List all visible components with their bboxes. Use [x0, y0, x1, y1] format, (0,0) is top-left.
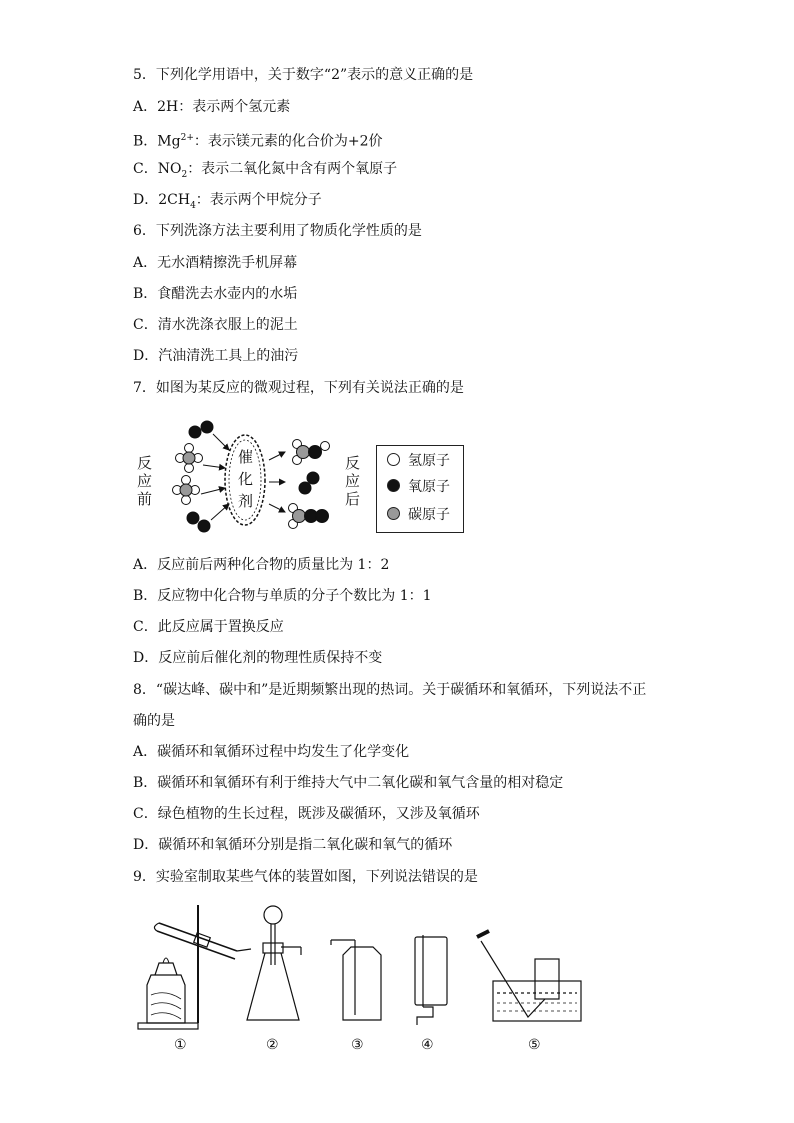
- q5-d-rest: ：表示两个甲烷分子: [195, 192, 322, 208]
- apparatus-label-4: ④: [421, 1037, 434, 1053]
- apparatus-3-gas-bottle: [331, 940, 381, 1020]
- q7-stem: 7．如图为某反应的微观过程，下列有关说法正确的是: [133, 380, 464, 396]
- after-label-1: 反: [345, 456, 361, 472]
- q6-option-d: D．汽油清洗工具上的油污: [133, 348, 299, 364]
- oxygen-molecule-2: [187, 512, 210, 532]
- q5-option-c: [133, 159, 397, 185]
- apparatus-5-water-trough: [477, 931, 581, 1021]
- apparatus-1-heating-tube: [138, 905, 251, 1029]
- q7-option-b: B．反应物中化合物与单质的分子个数比为 1：1: [133, 588, 432, 604]
- catalyst-label-1: 催: [238, 450, 254, 466]
- q5-stem: 5．下列化学用语中，关于数字“2”表示的意义正确的是: [133, 67, 474, 83]
- product-molecule-1: [293, 440, 330, 465]
- q8-option-d: D．碳循环和氧循环分别是指二氧化碳和氧气的循环: [133, 837, 453, 853]
- q5-option-a: A．2H：表示两个氢元素: [133, 99, 291, 115]
- q6-stem: 6．下列洗涤方法主要利用了物质化学性质的是: [133, 223, 422, 239]
- q8-option-b: B．碳循环和氧循环有利于维持大气中二氧化碳和氧气含量的相对稳定: [133, 775, 564, 791]
- q5-option-d: [133, 190, 322, 216]
- legend-carbon: [387, 506, 450, 524]
- q5-c-text: C．NO: [133, 161, 182, 177]
- q5-d-text: D．2CH: [133, 192, 191, 208]
- after-label-3: 后: [345, 492, 361, 508]
- q5-b-text: B．Mg: [133, 133, 181, 150]
- apparatus-label-3: ③: [351, 1037, 364, 1053]
- q5-c-subscript: 2: [181, 169, 188, 180]
- q8-option-a: A．碳循环和氧循环过程中均发生了化学变化: [133, 744, 410, 760]
- before-label-1: 反: [137, 456, 153, 472]
- before-label-2: 应: [137, 474, 153, 490]
- oxygen-molecule-1: [189, 421, 213, 438]
- q7-option-c: C．此反应属于置换反应: [133, 619, 284, 635]
- q5-d-subscript: 4: [190, 200, 196, 211]
- q5-c-rest: ：表示二氧化氮中含有两个氧原子: [187, 161, 398, 177]
- atom-legend: [376, 445, 464, 533]
- apparatus-label-2: ②: [266, 1037, 279, 1053]
- q6-option-c: C．清水洗涤衣服上的泥土: [133, 317, 298, 333]
- catalyst-label-2: 化: [238, 472, 254, 488]
- apparatus-4-inverted-bottle: [415, 935, 447, 1025]
- q6-option-b: B．食醋洗去水壶内的水垢: [133, 286, 298, 302]
- q8-stem-line-1: 8．“碳达峰、碳中和”是近期频繁出现的热词。关于碳循环和氧循环，下列说法不正: [133, 682, 647, 698]
- legend-oxygen-label: 氧原子: [408, 479, 450, 495]
- legend-hydrogen-label: 氢原子: [408, 453, 450, 469]
- q5-b-superscript: 2+: [180, 133, 194, 143]
- apparatus-label-5: ⑤: [528, 1037, 541, 1053]
- legend-hydrogen: [387, 452, 450, 470]
- apparatus-diagram: [133, 895, 593, 1055]
- before-label-3: 前: [137, 492, 153, 508]
- legend-oxygen: [387, 478, 450, 496]
- methane-molecule-1: [176, 444, 203, 473]
- hydrogen-atom-icon: [387, 453, 400, 466]
- q7-option-a: A．反应前后两种化合物的质量比为 1：2: [133, 557, 390, 573]
- q7-option-d: D．反应前后催化剂的物理性质保持不变: [133, 650, 383, 666]
- q8-stem-line-2: 确的是: [133, 713, 175, 729]
- product-molecule-2: [289, 504, 329, 529]
- legend-carbon-label: 碳原子: [408, 507, 450, 523]
- oxygen-atom-icon: [387, 479, 400, 492]
- oxygen-molecule-3: [299, 472, 319, 494]
- methane-molecule-2: [173, 476, 200, 505]
- q8-option-c: C．绿色植物的生长过程，既涉及碳循环，又涉及氧循环: [133, 806, 480, 822]
- apparatus-label-1: ①: [174, 1037, 187, 1053]
- q5-b-rest: ：表示镁元素的化合价为+2价: [193, 133, 383, 150]
- q6-option-a: A．无水酒精擦洗手机屏幕: [133, 255, 298, 271]
- carbon-atom-icon: [387, 507, 400, 520]
- q5-option-b: [133, 128, 383, 152]
- after-label-2: 应: [345, 474, 361, 490]
- q9-stem: 9．实验室制取某些气体的装置如图，下列说法错误的是: [133, 869, 478, 885]
- catalyst-label-3: 剂: [238, 494, 254, 510]
- apparatus-2-flask-funnel: [247, 906, 301, 1020]
